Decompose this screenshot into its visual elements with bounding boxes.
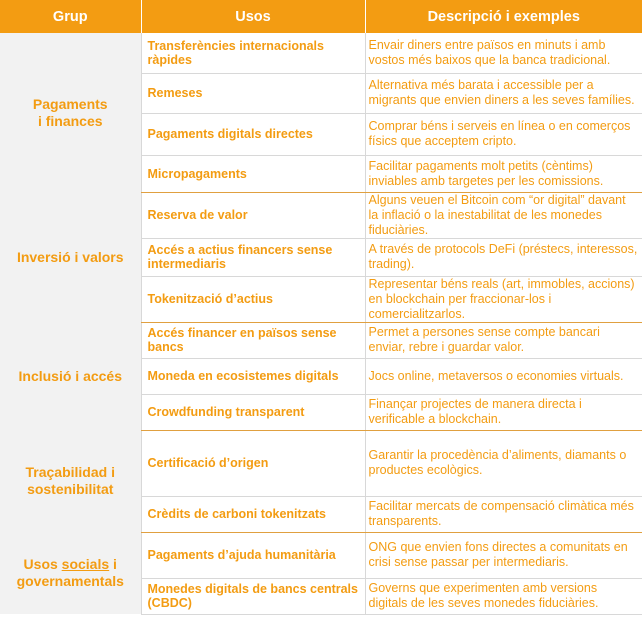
description-cell: Comprar béns i serveis en línea o en comerços físics que acceptem cripto. xyxy=(365,113,642,155)
group-name: i finances xyxy=(37,112,103,129)
group-name: Traçabilidad i xyxy=(25,464,115,480)
group-cell xyxy=(0,33,141,192)
group-name: sostenibilitat xyxy=(27,481,114,497)
description-cell: Permet a persones sense compte bancari enviar, rebre i guardar valor. xyxy=(365,322,642,358)
table-row xyxy=(0,532,642,578)
use-cell: Remeses xyxy=(141,73,365,113)
use-cell: Pagaments d’ajuda humanitària xyxy=(141,532,365,578)
group-name-part: Usos xyxy=(23,556,62,572)
header-description: Descripció i exemples xyxy=(365,0,642,33)
use-cell: Crèdits de carboni tokenitzats xyxy=(141,496,365,532)
description-cell: Facilitar pagaments molt petits (cèntims) inviables amb targetes per les comissions. xyxy=(365,155,642,192)
description-cell: Envair diners entre països en minuts i amb vostos més baixos que la banca tradicional. xyxy=(365,33,642,73)
group-name: Inversió i valors xyxy=(16,248,124,265)
use-cell: Moneda en ecosistemes digitals xyxy=(141,358,365,394)
group-name: governamentals xyxy=(16,573,124,589)
table-row xyxy=(0,322,642,358)
use-cell: Accés a actius financers sense intermediaris xyxy=(141,238,365,276)
group-name-part: i xyxy=(109,556,117,572)
description-cell: Alguns veuen el Bitcoin com “or digital” davant la inflació o la inestabilitat de les monedes fiduciàries. xyxy=(365,192,642,238)
description-cell: ONG que envien fons directes a comunitats en crisi sense passar per intermediaris. xyxy=(365,532,642,578)
description-cell: Jocs online, metaversos o economies virtuals. xyxy=(365,358,642,394)
use-cell: Monedes digitals de bancs centrals (CBDC) xyxy=(141,578,365,614)
description-cell: Representar béns reals (art, immobles, accions) en blockchain per fraccionar-los i comercialitzarlos. xyxy=(365,276,642,322)
description-cell: Facilitar mercats de compensació climàtica més transparents. xyxy=(365,496,642,532)
use-cell: Micropagaments xyxy=(141,155,365,192)
description-cell: Garantir la procedència d’aliments, diamants o productes ecològics. xyxy=(365,430,642,496)
description-cell: A través de protocols DeFi (préstecs, interessos, trading). xyxy=(365,238,642,276)
use-cell: Tokenització d’actius xyxy=(141,276,365,322)
table-row xyxy=(0,430,642,496)
use-cell: Reserva de valor xyxy=(141,192,365,238)
description-cell: Alternativa més barata i accessible per a migrants que envien diners a les seves famílies. xyxy=(365,73,642,113)
group-name: Pagaments xyxy=(32,95,108,112)
table-row xyxy=(0,192,642,238)
group-name-part: socials xyxy=(61,556,110,572)
header-group: Grup xyxy=(0,0,141,33)
use-cell: Pagaments digitals directes xyxy=(141,113,365,155)
header-uses: Usos xyxy=(141,0,365,33)
group-cell xyxy=(0,192,141,322)
group-cell xyxy=(0,532,141,614)
group-cell xyxy=(0,430,141,532)
use-cell: Certificació d’origen xyxy=(141,430,365,496)
group-cell xyxy=(0,322,141,430)
description-cell: Finançar projectes de manera directa i verificable a blockchain. xyxy=(365,394,642,430)
table-row xyxy=(0,33,642,73)
description-cell: Governs que experimenten amb versions digitals de les seves monedes fiduciàries. xyxy=(365,578,642,614)
use-cell: Transferències internacionals ràpides xyxy=(141,33,365,73)
header-row xyxy=(0,0,642,33)
group-name: Inclusió i accés xyxy=(18,367,122,384)
use-cell: Crowdfunding transparent xyxy=(141,394,365,430)
use-cell: Accés financer en països sense bancs xyxy=(141,322,365,358)
